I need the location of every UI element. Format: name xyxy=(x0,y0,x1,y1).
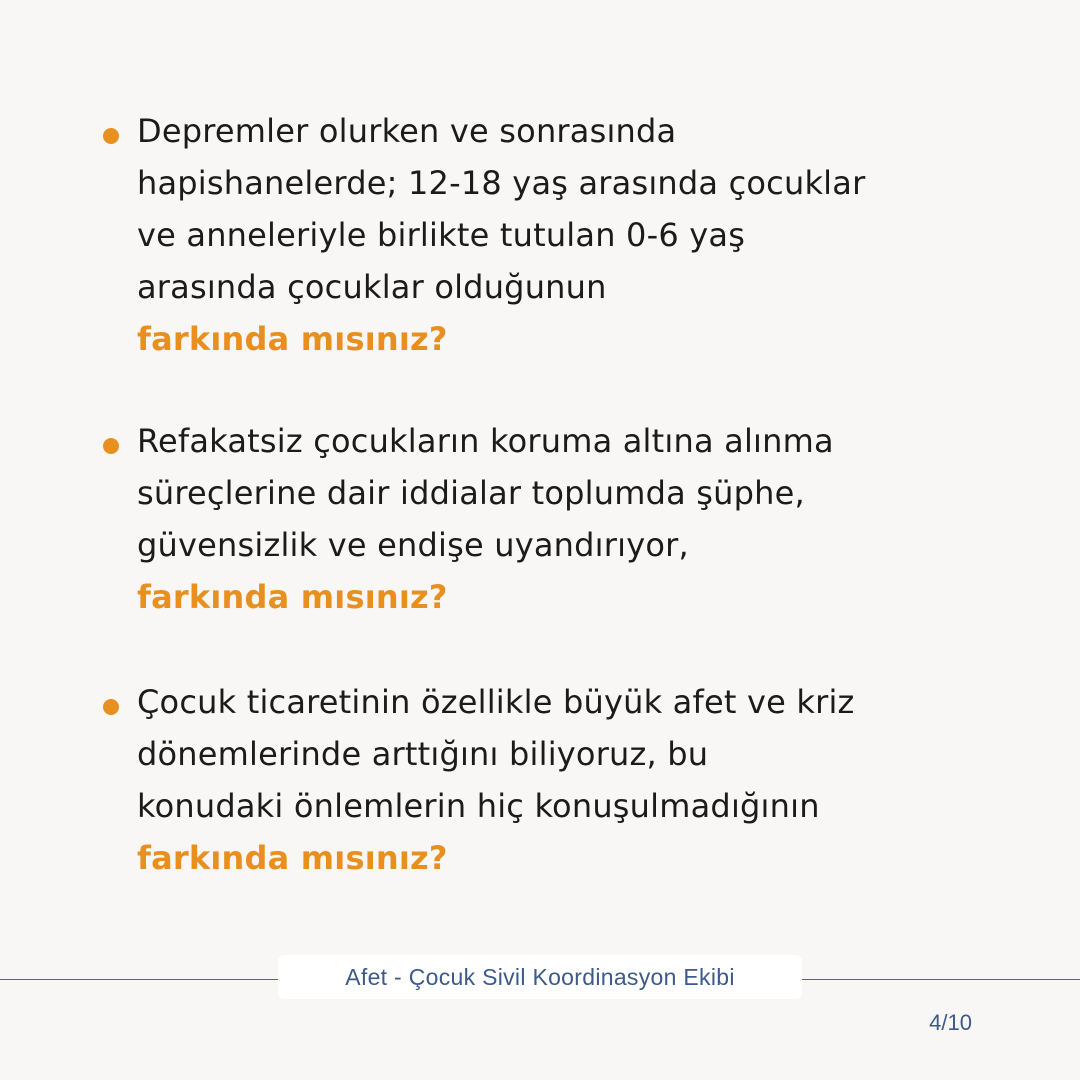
footer-organization-label: Afet - Çocuk Sivil Koordinasyon Ekibi xyxy=(278,955,802,999)
bullet-line: süreçlerine dair iddialar toplumda şüphe, xyxy=(137,474,805,512)
bullet-item-2 xyxy=(103,415,943,623)
bullet-line: Çocuk ticaretinin özellikle büyük afet ve kriz xyxy=(137,683,855,721)
bullet-dot-icon xyxy=(103,128,119,144)
bullet-emphasis: farkında mısınız? xyxy=(137,578,448,616)
bullet-text xyxy=(137,105,943,365)
bullet-line: Depremler olurken ve sonrasında xyxy=(137,112,677,150)
bullet-text xyxy=(137,415,943,623)
bullet-line: dönemlerinde arttığını biliyoruz, bu xyxy=(137,735,709,773)
bullet-dot-icon xyxy=(103,438,119,454)
bullet-emphasis: farkında mısınız? xyxy=(137,320,448,358)
bullet-text xyxy=(137,676,943,884)
bullet-emphasis: farkında mısınız? xyxy=(137,839,448,877)
bullet-line: arasında çocuklar olduğunun xyxy=(137,268,607,306)
bullet-line: ve anneleriyle birlikte tutulan 0-6 yaş xyxy=(137,216,746,254)
bullet-line: konudaki önlemlerin hiç konuşulmadığının xyxy=(137,787,820,825)
bullet-line: güvensizlik ve endişe uyandırıyor, xyxy=(137,526,689,564)
bullet-item-3 xyxy=(103,676,943,884)
bullet-line: hapishanelerde; 12-18 yaş arasında çocuklar xyxy=(137,164,866,202)
page-indicator: 4/10 xyxy=(929,1010,972,1035)
bullet-item-1 xyxy=(103,105,943,365)
bullet-dot-icon xyxy=(103,699,119,715)
bullet-line: Refakatsiz çocukların koruma altına alınma xyxy=(137,422,834,460)
